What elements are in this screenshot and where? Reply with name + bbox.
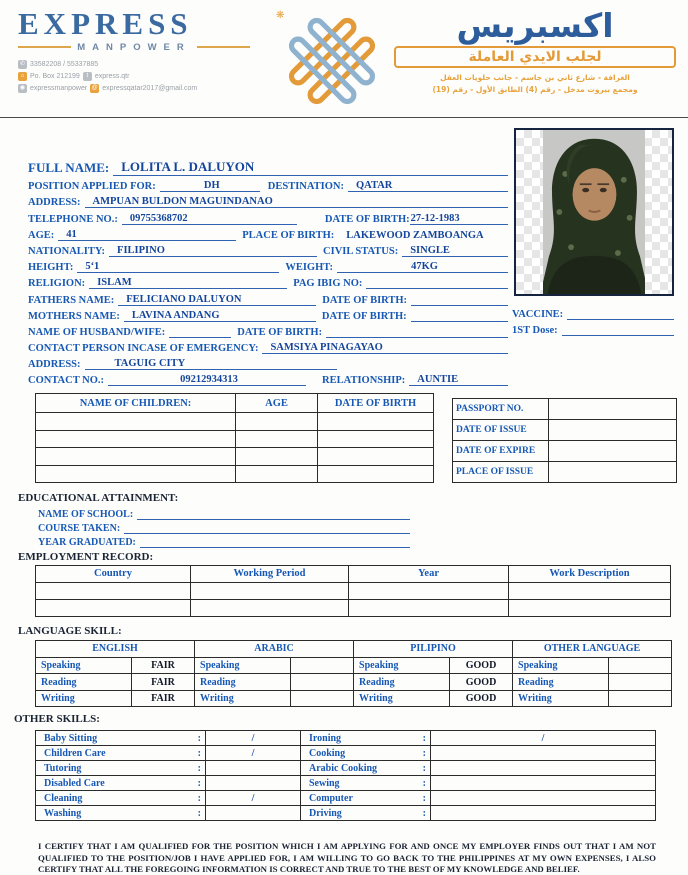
header [0, 0, 688, 118]
mother-dob-value [411, 321, 508, 322]
date-of-expire-label: DATE OF EXPIRE [453, 441, 549, 462]
language-section [18, 624, 688, 708]
children-header-dob: DATE OF BIRTH [318, 394, 434, 413]
year-graduated-value [140, 547, 410, 548]
rating-cell [609, 690, 672, 707]
language-row-reading [36, 674, 672, 691]
skill-label: Computer [309, 792, 353, 804]
other-skills-section [14, 713, 688, 821]
pagibig-label: PAG IBIG NO: [293, 278, 363, 290]
skill-label: Baby Sitting [44, 732, 98, 744]
place-of-issue-label: PLACE OF ISSUE [453, 462, 549, 483]
colon: : [197, 777, 201, 789]
children-table [35, 393, 434, 483]
skill-mark [206, 806, 301, 821]
colon: : [197, 792, 201, 804]
employment-section [18, 550, 688, 617]
position-label: POSITION APPLIED FOR: [28, 181, 156, 193]
arabic-header [394, 8, 676, 113]
skill-mark [431, 791, 656, 806]
skill-label: Arabic Cooking [309, 762, 378, 774]
passport-row [453, 399, 677, 420]
spouse-name-label: NAME OF HUSBAND/WIFE: [28, 326, 166, 338]
arabic-title: اكسبريس [456, 6, 614, 45]
colon: : [422, 747, 426, 759]
emergency-contact-label: CONTACT PERSON INCASE OF EMERGENCY: [28, 343, 259, 355]
skill-label: Cleaning [44, 792, 83, 804]
colon: : [197, 807, 201, 819]
skill-mark [431, 776, 656, 791]
pob-value: LAKEWOOD ZAMBOANGA [346, 229, 484, 241]
weight-value: 47KG [337, 261, 508, 273]
children-row [36, 413, 434, 431]
arabic-address-line1: الغرافة - شارع ثاني بن جاسم - جانب حلويات العقل [440, 73, 630, 83]
passport-table [452, 398, 677, 483]
rating-cell [609, 657, 672, 674]
arabic-address-line2: ومجمع بيروت مدخل - رقم (4) الطابق الأول - رقم (19) [432, 85, 638, 95]
rating-cell: FAIR [132, 674, 195, 691]
other-skills-row [36, 776, 656, 791]
rating-cell: GOOD [450, 657, 513, 674]
skill-cell: Reading [195, 674, 291, 691]
skill-cell: Speaking [36, 657, 132, 674]
course-label: COURSE TAKEN: [38, 523, 121, 535]
contact-no-value: 09212934313 [108, 374, 306, 386]
father-dob-label: DATE OF BIRTH: [322, 294, 408, 306]
logo-rule-right [197, 46, 250, 48]
pobox-icon: ⌂ [18, 72, 27, 81]
spouse-name-value [169, 337, 231, 338]
skill-cell: Speaking [513, 657, 609, 674]
rating-cell: FAIR [132, 690, 195, 707]
colon: : [422, 807, 426, 819]
knot-logo-icon [285, 12, 379, 110]
relationship-label: RELATIONSHIP: [322, 375, 406, 387]
employment-header-year: Year [349, 565, 509, 582]
emergency-contact-value: SAMSIYA PINAGAYAO [262, 342, 508, 354]
address-value: AMPUAN BULDON MAGUINDANAO [85, 196, 508, 208]
employment-row [36, 582, 671, 599]
position-value: DH [160, 180, 260, 192]
full-name-label: FULL NAME: [28, 160, 110, 175]
telephone-label: TELEPHONE NO.: [28, 213, 118, 225]
company-logo [18, 8, 250, 113]
arabic-subtitle-box: لجلب الايدي العاملة [394, 46, 676, 68]
dob-value: 27-12-1983 [410, 213, 508, 225]
employment-header-period: Working Period [191, 565, 349, 582]
other-skills-row [36, 791, 656, 806]
education-section [18, 492, 688, 548]
passport-row [453, 441, 677, 462]
nationality-label: NATIONALITY: [28, 245, 106, 257]
language-header-arabic: ARABIC [195, 640, 354, 657]
passport-row [453, 462, 677, 483]
employment-table [35, 565, 671, 617]
logo-text: EXPRESS [18, 6, 193, 41]
year-graduated-label: YEAR GRADUATED: [38, 536, 136, 548]
employment-row [36, 599, 671, 616]
language-header-pilipino: PILIPINO [354, 640, 513, 657]
children-row [36, 448, 434, 466]
rating-cell: FAIR [132, 657, 195, 674]
age-label: AGE: [28, 229, 55, 241]
other-skills-row [36, 761, 656, 776]
religion-value: ISLAM [89, 277, 287, 289]
other-skills-section-label: OTHER SKILLS: [14, 713, 100, 726]
skill-mark [431, 746, 656, 761]
twitter-icon: t [83, 72, 92, 81]
skill-cell: Writing [513, 690, 609, 707]
vaccine-value [567, 319, 674, 320]
logo-subtext-row [18, 42, 250, 53]
mother-dob-label: DATE OF BIRTH: [321, 310, 407, 322]
skill-cell: Writing [36, 690, 132, 707]
skill-label: Sewing [309, 777, 340, 789]
skill-label: Ironing [309, 732, 342, 744]
telephone-value: 09755368702 [122, 213, 297, 225]
place-of-issue-value [549, 462, 677, 483]
father-dob-value [411, 305, 508, 306]
certification-statement: I CERTIFY THAT I AM QUALIFIED FOR THE POSITION WHICH I AM APPLYING FOR AND ONCE MY EMPLOYER FINDS OUT THAT I AM NOT QUALIFIED TO THE POSITION/JOB I HAVE APPLIED FOR, I AM WILLING TO GO BACK TO THE PHILIPPINES AT MY OWN EXPENSES, I ALSO CERTIFY THAT ALL THE FOREGOING INFORMATION IS CORRECT AND TRUE TO THE BEST OF MY KNOWLEDGE AND BELIEF. [38, 841, 656, 875]
applicant-photo [514, 128, 674, 296]
logo-subtext: MANPOWER [77, 41, 191, 53]
rating-cell: GOOD [450, 674, 513, 691]
language-header-other: OTHER LANGUAGE [513, 640, 672, 657]
other-skills-row [36, 746, 656, 761]
skill-cell: Writing [354, 690, 450, 707]
skill-label: Disabled Care [44, 777, 105, 789]
skill-label: Cooking [309, 747, 346, 759]
children-passport-section [35, 393, 688, 483]
personal-info-section [28, 156, 508, 386]
skill-mark [431, 806, 656, 821]
language-header-english: ENGLISH [36, 640, 195, 657]
date-of-issue-value [549, 420, 677, 441]
children-header-name: NAME OF CHILDREN: [36, 394, 236, 413]
height-label: HEIGHT: [28, 262, 74, 274]
vaccine-label: VACCINE: [512, 309, 564, 320]
contact-email: expressqatar2017@gmail.com [102, 84, 198, 92]
colon: : [422, 732, 426, 744]
course-value [124, 533, 410, 534]
skill-mark: / [206, 791, 301, 806]
other-skills-row [36, 731, 656, 746]
skill-cell: Speaking [195, 657, 291, 674]
vaccine-block [512, 304, 674, 336]
skill-cell: Reading [36, 674, 132, 691]
rating-cell: GOOD [450, 690, 513, 707]
skill-cell: Reading [513, 674, 609, 691]
address-label: ADDRESS: [28, 197, 81, 209]
colon: : [422, 777, 426, 789]
emergency-address-value: TAGUIG CITY [85, 358, 337, 370]
civil-status-label: CIVIL STATUS: [323, 245, 399, 257]
skill-mark [431, 761, 656, 776]
employment-header-description: Work Description [509, 565, 671, 582]
height-value: 5‘1 [77, 261, 279, 273]
skill-mark: / [431, 731, 656, 746]
relationship-value: AUNTIE [409, 374, 508, 386]
skill-label: Children Care [44, 747, 106, 759]
date-of-issue-label: DATE OF ISSUE [453, 420, 549, 441]
phone-icon: ✆ [19, 61, 26, 68]
rating-cell [291, 657, 354, 674]
first-dose-label: 1ST Dose: [512, 325, 558, 336]
age-value: 41 [58, 229, 236, 241]
other-skills-table [35, 730, 656, 821]
education-section-label: EDUCATIONAL ATTAINMENT: [18, 492, 179, 505]
passport-row [453, 420, 677, 441]
mother-name-label: MOTHERS NAME: [28, 310, 120, 322]
destination-label: DESTINATION: [267, 181, 345, 193]
full-name-value: LOLITA L. DALUYON [113, 159, 508, 176]
weight-label: WEIGHT: [285, 262, 333, 274]
skill-cell: Speaking [354, 657, 450, 674]
dob-label: DATE OF BIRTH: [324, 213, 410, 225]
language-row-speaking [36, 657, 672, 674]
skill-label: Tutoring [44, 762, 82, 774]
skill-cell: Writing [195, 690, 291, 707]
emergency-address-label: ADDRESS: [28, 359, 81, 371]
employment-section-label: EMPLOYMENT RECORD: [18, 550, 154, 563]
nationality-value: FILIPINO [109, 245, 317, 257]
contact-instagram: expressmanpower [30, 84, 88, 92]
contact-lines [18, 59, 250, 95]
skill-mark [206, 761, 301, 776]
colon: : [197, 762, 201, 774]
instagram-icon: ◉ [19, 85, 26, 92]
school-label: NAME OF SCHOOL: [38, 509, 134, 521]
colon: : [422, 792, 426, 804]
language-section-label: LANGUAGE SKILL: [18, 624, 122, 637]
date-of-expire-value [549, 441, 677, 462]
logo-rule-left [18, 46, 71, 48]
passport-no-label: PASSPORT NO. [453, 399, 549, 420]
skill-cell: Reading [354, 674, 450, 691]
father-name-value: FELICIANO DALUYON [118, 294, 316, 306]
contact-pobox: Po. Box 212199 [30, 72, 80, 80]
form-body [0, 118, 688, 875]
contact-twitter: express.qtr [94, 72, 130, 80]
skill-label: Washing [44, 807, 82, 819]
destination-value: QATAR [348, 180, 508, 192]
contact-phone: 33582208 / 55337885 [30, 60, 99, 68]
other-skills-row [36, 806, 656, 821]
skill-label: Driving [309, 807, 342, 819]
first-dose-value [562, 335, 674, 336]
spouse-dob-value [326, 337, 508, 338]
rating-cell [291, 674, 354, 691]
colon: : [422, 762, 426, 774]
rating-cell [291, 690, 354, 707]
contact-no-label: CONTACT NO.: [28, 375, 105, 387]
pob-label: PLACE OF BIRTH: [242, 229, 335, 241]
arabic-address [394, 72, 676, 96]
language-table [35, 640, 672, 708]
colon: : [197, 747, 201, 759]
language-row-writing [36, 690, 672, 707]
colon: : [197, 732, 201, 744]
passport-no-value [549, 399, 677, 420]
civil-status-value: SINGLE [402, 245, 508, 257]
email-icon: @ [91, 85, 98, 92]
spouse-dob-label: DATE OF BIRTH: [237, 326, 323, 338]
rating-cell [609, 674, 672, 691]
religion-label: RELIGION: [28, 278, 86, 290]
knot-logo [274, 8, 390, 113]
skill-mark: / [206, 746, 301, 761]
children-header-age: AGE [236, 394, 318, 413]
applicant-photo-image [543, 130, 646, 294]
employment-header-country: Country [36, 565, 191, 582]
children-row [36, 465, 434, 483]
children-row [36, 430, 434, 448]
sparkle-icon: ❋ [276, 10, 285, 21]
father-name-label: FATHERS NAME: [28, 294, 115, 306]
pagibig-value [366, 288, 508, 289]
skill-mark [206, 776, 301, 791]
school-value [137, 519, 410, 520]
skill-mark: / [206, 731, 301, 746]
mother-name-value: LAVINA ANDANG [124, 310, 316, 322]
